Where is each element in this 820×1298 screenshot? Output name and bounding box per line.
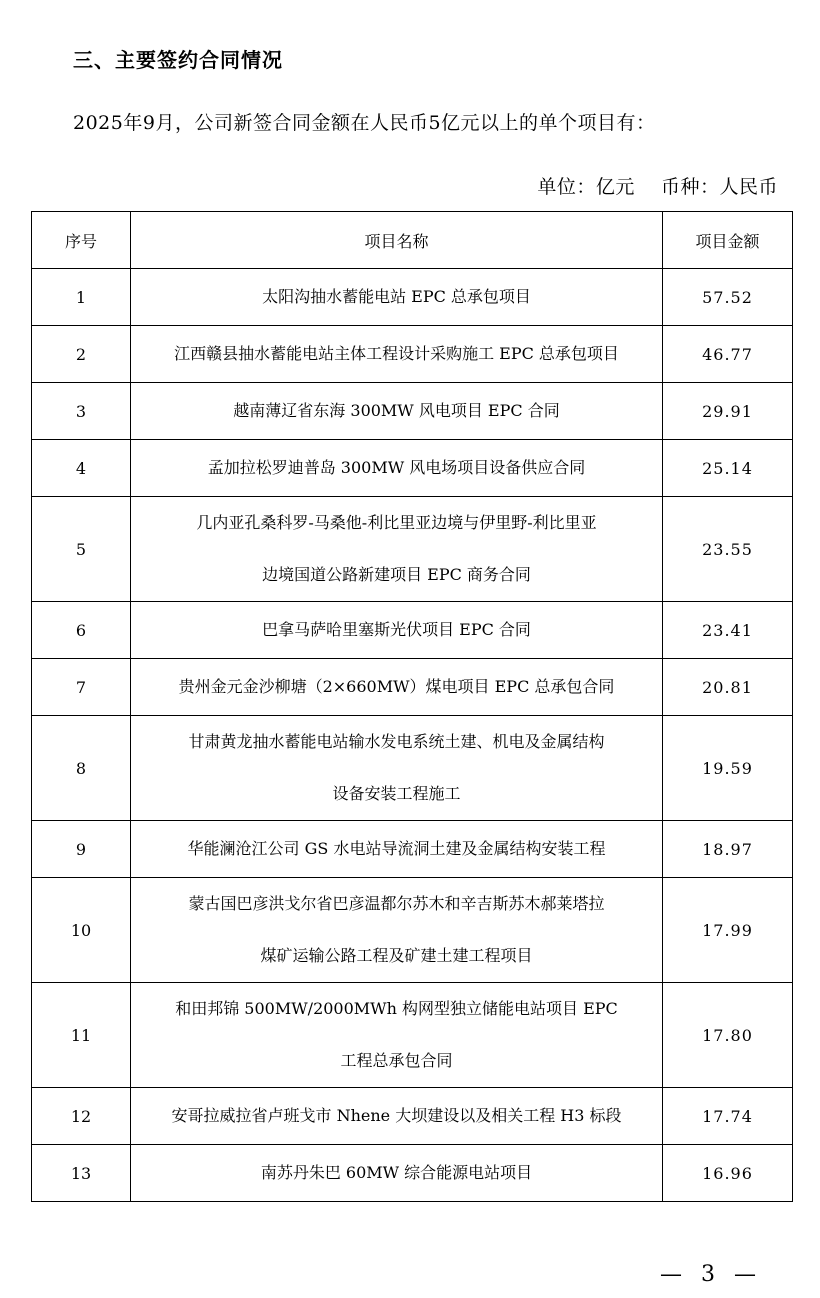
header-project-name: 项目名称 [131, 212, 663, 269]
table-row [32, 440, 793, 497]
table-body [32, 269, 793, 1202]
project-amount: 46.77 [663, 326, 793, 383]
project-name-line: 和田邦锦 500MW/2000MWh 构网型独立储能电站项目 EPC [175, 999, 618, 1018]
project-name-cell [131, 383, 663, 440]
project-name-line: 安哥拉威拉省卢班戈市 Nhene 大坝建设以及相关工程 H3 标段 [171, 1106, 622, 1125]
row-number: 1 [32, 269, 131, 326]
project-name-cell [131, 983, 663, 1088]
row-number: 11 [32, 983, 131, 1088]
project-name-line: 工程总承包合同 [340, 1051, 453, 1070]
table-header-row [32, 212, 793, 269]
row-number: 8 [32, 716, 131, 821]
project-name-line: 江西赣县抽水蓄能电站主体工程设计采购施工 EPC 总承包项目 [174, 344, 619, 363]
project-amount: 16.96 [663, 1145, 793, 1202]
row-number: 9 [32, 821, 131, 878]
table-row [32, 602, 793, 659]
project-amount: 20.81 [663, 659, 793, 716]
project-name-line: 孟加拉松罗迪普岛 300MW 风电场项目设备供应合同 [207, 458, 586, 477]
row-number: 4 [32, 440, 131, 497]
row-number: 6 [32, 602, 131, 659]
project-name-cell [131, 440, 663, 497]
contracts-table [31, 211, 793, 1202]
project-name-line: 甘肃黄龙抽水蓄能电站输水发电系统土建、机电及金属结构 [188, 732, 605, 751]
project-name-cell [131, 1088, 663, 1145]
project-amount: 57.52 [663, 269, 793, 326]
project-name-cell [131, 602, 663, 659]
header-no: 序号 [32, 212, 131, 269]
table-row [32, 1088, 793, 1145]
table-row [32, 716, 793, 821]
row-number: 12 [32, 1088, 131, 1145]
project-name-line: 南苏丹朱巴 60MW 综合能源电站项目 [260, 1163, 533, 1182]
project-name-line: 边境国道公路新建项目 EPC 商务合同 [262, 565, 531, 584]
project-amount: 18.97 [663, 821, 793, 878]
project-name-cell [131, 821, 663, 878]
project-name-cell [131, 659, 663, 716]
project-name-line: 巴拿马萨哈里塞斯光伏项目 EPC 合同 [262, 620, 531, 639]
project-amount: 25.14 [663, 440, 793, 497]
row-number: 2 [32, 326, 131, 383]
project-amount: 17.74 [663, 1088, 793, 1145]
row-number: 10 [32, 878, 131, 983]
row-number: 13 [32, 1145, 131, 1202]
table-row [32, 821, 793, 878]
project-name-line: 越南薄辽省东海 300MW 风电项目 EPC 合同 [233, 401, 560, 420]
row-number: 7 [32, 659, 131, 716]
table-row [32, 497, 793, 602]
project-name-cell [131, 716, 663, 821]
project-name-cell [131, 878, 663, 983]
project-name-line: 蒙古国巴彦洪戈尔省巴彦温都尔苏木和辛吉斯苏木郝莱塔拉 [188, 894, 605, 913]
project-name-line: 太阳沟抽水蓄能电站 EPC 总承包项目 [262, 287, 531, 306]
unit-currency-note: 单位：亿元 币种：人民币 [537, 176, 778, 198]
table-row [32, 326, 793, 383]
page-number: — 3 — [660, 1262, 762, 1287]
project-name-cell [131, 1145, 663, 1202]
table-row [32, 659, 793, 716]
table-row [32, 983, 793, 1088]
project-name-line: 几内亚孔桑科罗-马桑他-利比里亚边境与伊里野-利比里亚 [196, 513, 597, 532]
project-name-line: 贵州金元金沙柳塘（2×660MW）煤电项目 EPC 总承包合同 [178, 677, 615, 696]
project-amount: 17.80 [663, 983, 793, 1088]
row-number: 5 [32, 497, 131, 602]
project-amount: 23.55 [663, 497, 793, 602]
header-amount: 项目金额 [663, 212, 793, 269]
project-name-cell [131, 269, 663, 326]
project-amount: 23.41 [663, 602, 793, 659]
row-number: 3 [32, 383, 131, 440]
table-row [32, 1145, 793, 1202]
project-amount: 29.91 [663, 383, 793, 440]
project-name-cell [131, 326, 663, 383]
project-name-cell [131, 497, 663, 602]
intro-paragraph: 2025年9月，公司新签合同金额在人民币5亿元以上的单个项目有： [73, 112, 656, 134]
section-heading: 三、主要签约合同情况 [73, 48, 283, 72]
table-row [32, 383, 793, 440]
project-amount: 19.59 [663, 716, 793, 821]
table-row [32, 878, 793, 983]
project-name-line: 煤矿运输公路工程及矿建土建工程项目 [260, 946, 533, 965]
project-name-line: 华能澜沧江公司 GS 水电站导流洞土建及金属结构安装工程 [187, 839, 606, 858]
table-row [32, 269, 793, 326]
project-amount: 17.99 [663, 878, 793, 983]
project-name-line: 设备安装工程施工 [332, 784, 461, 803]
